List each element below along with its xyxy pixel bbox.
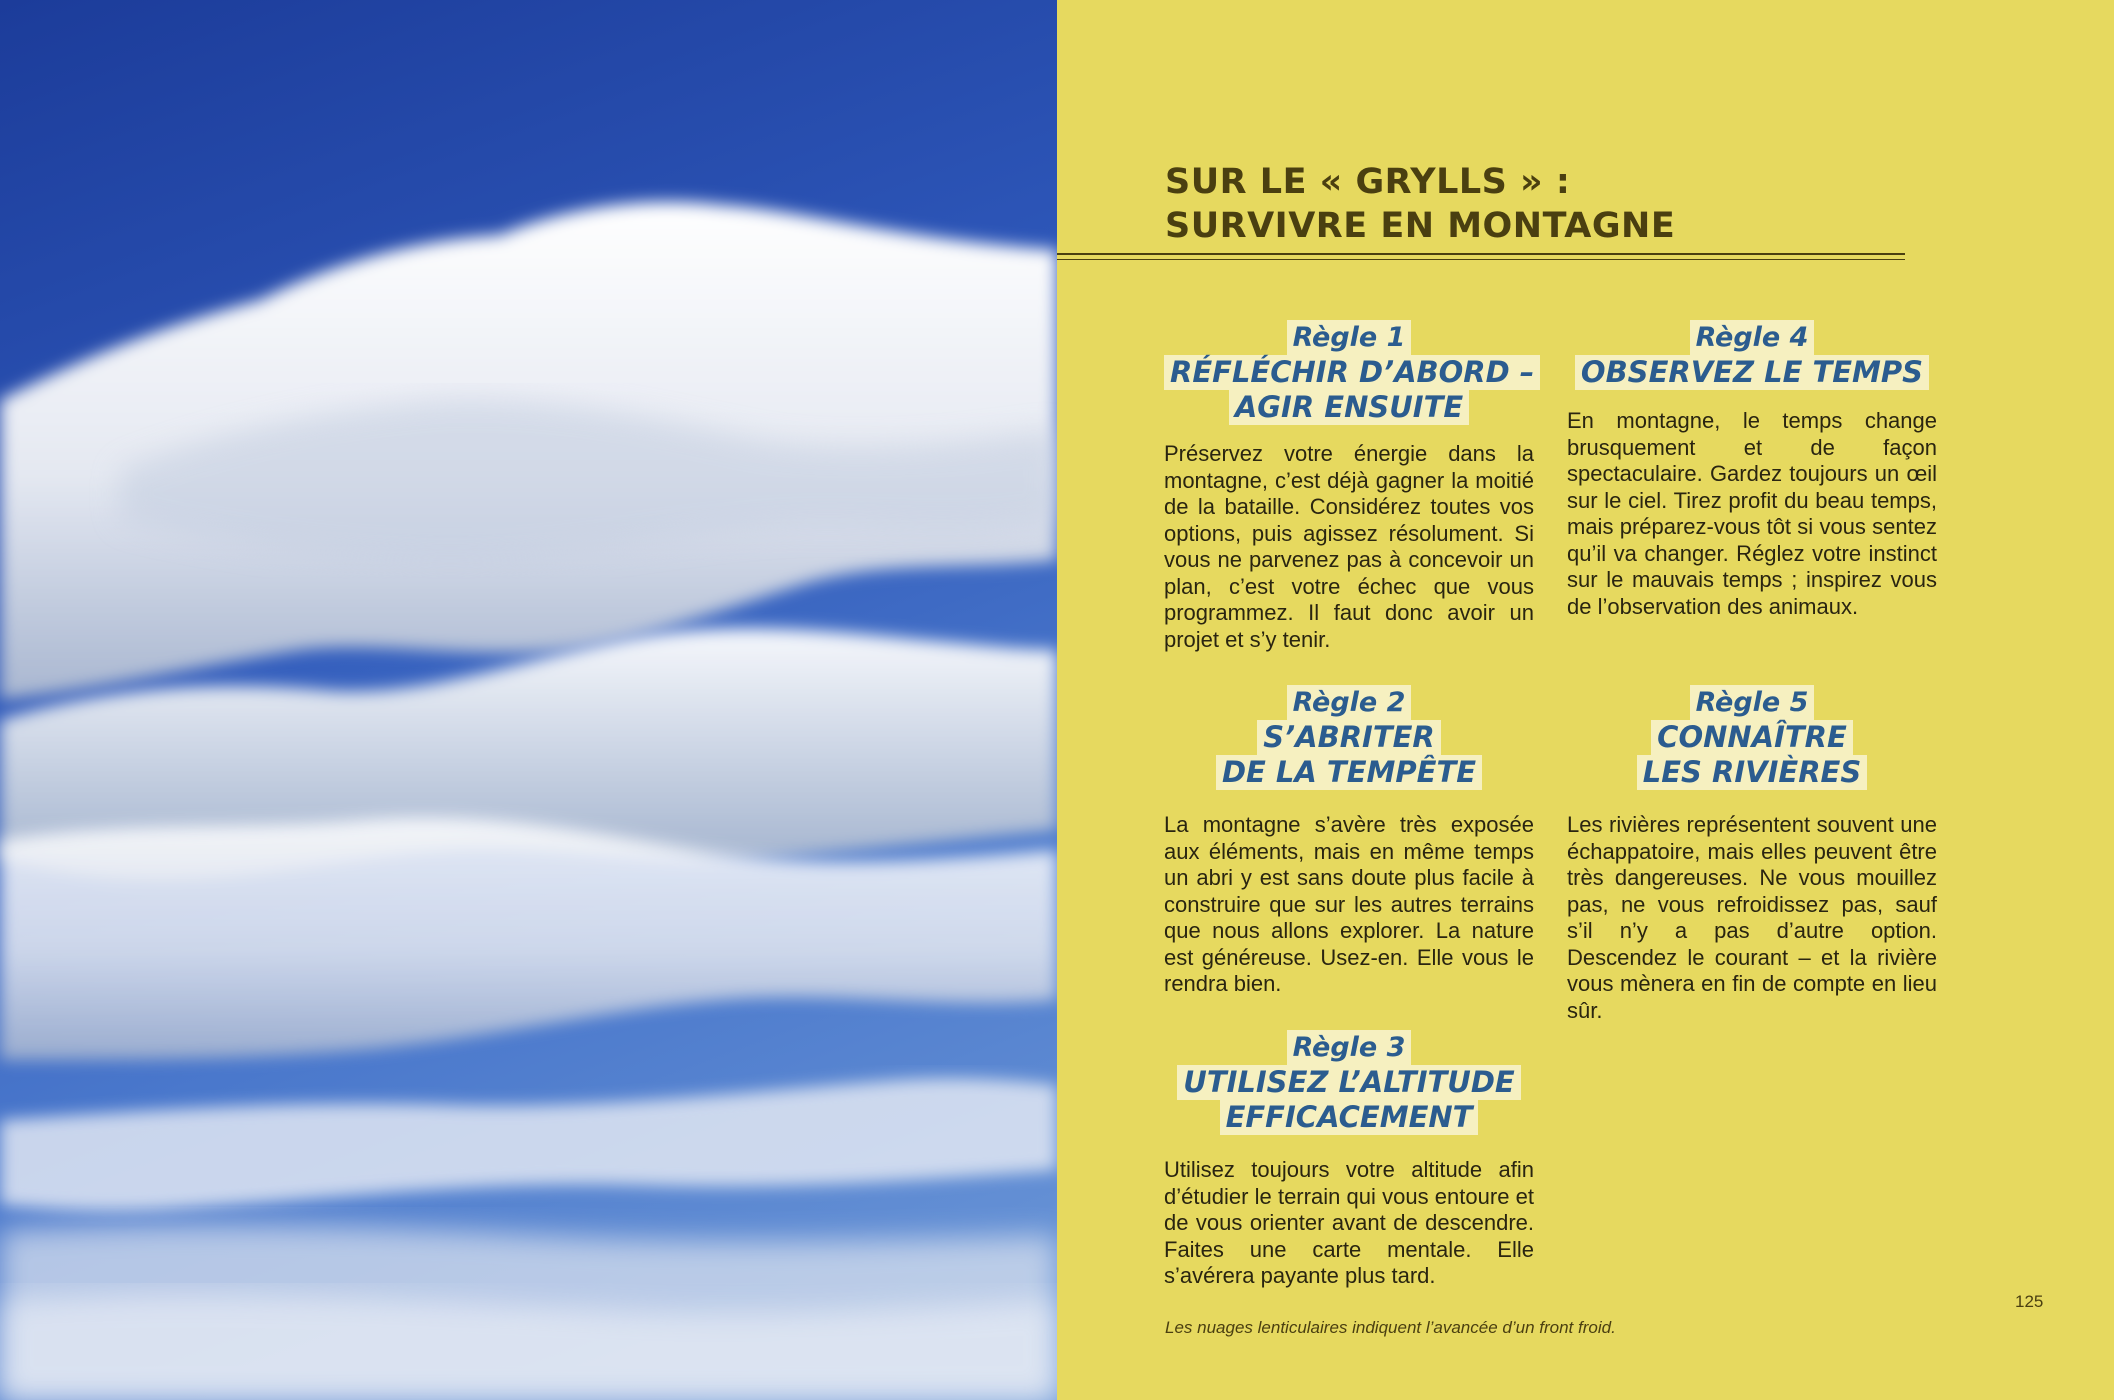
rule-number: Règle 1: [1164, 320, 1534, 355]
rule-body: Utilisez toujours votre altitude afin d’étudier le terrain qui vous entoure et de vous orienter avant de descendre. Faites une carte mentale. Elle s’avérera payante plus tard.: [1164, 1157, 1534, 1288]
title-divider: [1057, 253, 1905, 260]
rule-number: Règle 2: [1164, 685, 1534, 720]
photo-caption: Les nuages lenticulaires indiquent l’avancée d’un front froid.: [1165, 1318, 1616, 1337]
rule-number: Règle 5: [1567, 685, 1937, 720]
rule-heading-line-1: OBSERVEZ LE TEMPS: [1567, 355, 1937, 390]
rule-body: La montagne s’avère très exposée aux éléments, mais en même temps un abri y est sans doute plus facile à construire que sur les autres terrains que nous allons explorer. La nature est généreuse. Usez-en. Elle vous le rendra bien.: [1164, 812, 1534, 996]
rule-heading-line-2: LES RIVIÈRES: [1567, 755, 1937, 790]
rule-heading-line-2: DE LA TEMPÊTE: [1164, 755, 1534, 790]
rule-5: [1567, 685, 1937, 1024]
page-title-line-1: SUR LE « GRYLLS » :: [1165, 162, 1571, 202]
rule-1: [1164, 320, 1534, 653]
rule-body: Préservez votre énergie dans la montagne, c’est déjà gagner la moitié de la bataille. Considérez toutes vos options, puis agissez résolument. Si vous ne parvenez pas à concevoir un plan, c’est votre échec que vous programmez. Il faut donc avoir un projet et s’y tenir.: [1164, 441, 1534, 652]
rule-body: En montagne, le temps change brusquement et de façon spectaculaire. Gardez toujours un œil sur le ciel. Tirez profit du beau temps, mais préparez-vous tôt si vous sentez qu’il va changer. Réglez votre instinct sur le mauvais temps ; inspirez vous de l’observation des animaux.: [1567, 408, 1937, 619]
rule-heading-line-1: CONNAÎTRE: [1567, 720, 1937, 755]
page-title-line-2: SURVIVRE EN MONTAGNE: [1165, 206, 1676, 246]
rule-heading-line-1: S’ABRITER: [1164, 720, 1534, 755]
text-page: [1057, 0, 2114, 1400]
rule-heading-line-2: EFFICACEMENT: [1164, 1100, 1534, 1135]
rule-number: Règle 4: [1567, 320, 1937, 355]
rule-heading-line-1: RÉFLÉCHIR D’ABORD –: [1164, 355, 1534, 390]
rule-4: [1567, 320, 1937, 620]
rule-body: Les rivières représentent souvent une échappatoire, mais elles peuvent être très dangereuses. Ne vous mouillez pas, ne vous refroidissez pas, sauf s’il n’y a pas d’autre option. Descendez le courant – et la rivière vous mènera en fin de compte en lieu sûr.: [1567, 812, 1937, 1023]
page-title: [1165, 160, 1965, 248]
rule-heading-line-2: AGIR ENSUITE: [1164, 390, 1534, 425]
page-number: 125: [2015, 1292, 2044, 1311]
rule-2: [1164, 685, 1534, 998]
rule-number: Règle 3: [1164, 1030, 1534, 1065]
rule-heading-line-1: UTILISEZ L’ALTITUDE: [1164, 1065, 1534, 1100]
rule-3: [1164, 1030, 1534, 1290]
